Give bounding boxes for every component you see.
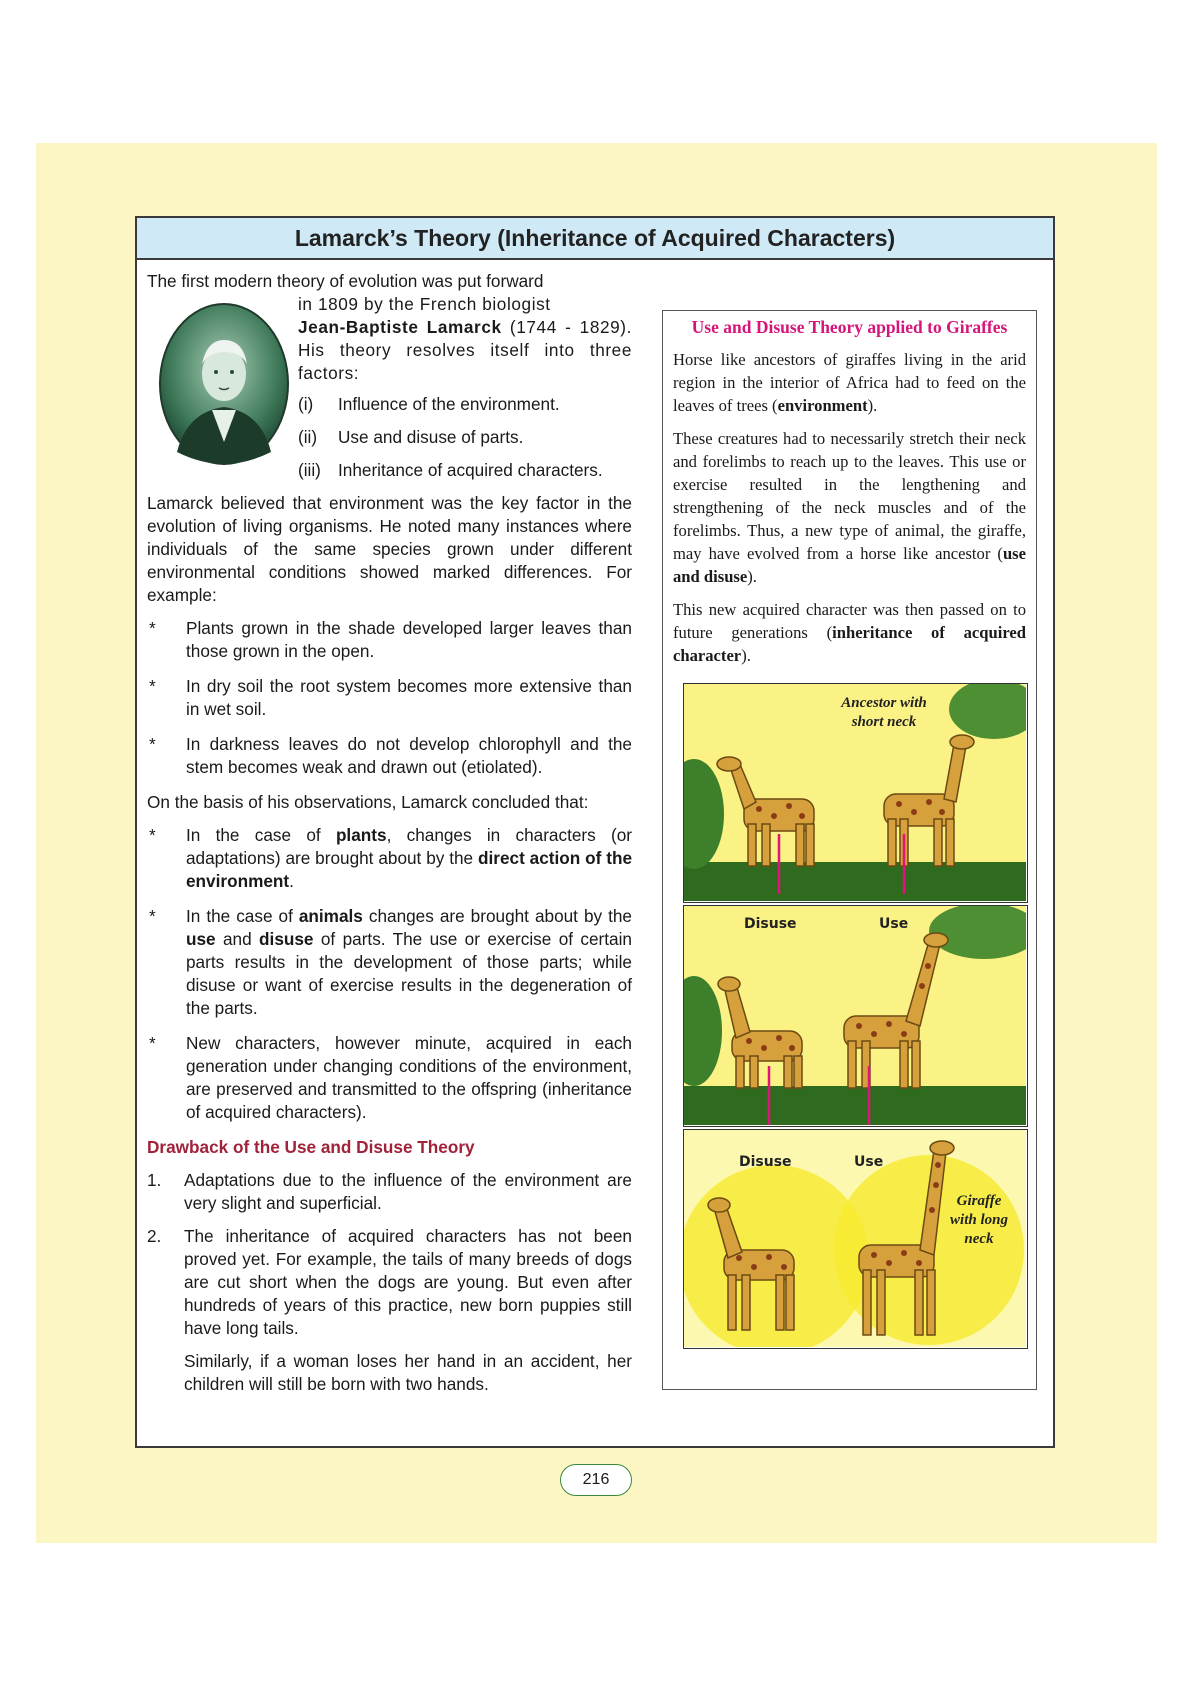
example-text: In dry soil the root system becomes more extensive than in wet soil. (186, 676, 632, 719)
panel-transition (683, 905, 1028, 1127)
intro-paragraph (298, 293, 632, 385)
conclusion-item (147, 905, 632, 1020)
drawback-num: 2. (147, 1226, 162, 1246)
lamarck-portrait (157, 302, 292, 467)
factor-item (298, 459, 632, 482)
giraffe-para-1: Horse like ancestors of giraffes living in the arid region in the interior of Africa had to feed on the leaves of trees (environment). (673, 350, 1026, 415)
factor-text: Use and disuse of parts. (338, 427, 524, 447)
example-item (147, 617, 632, 663)
disuse-label: Disuse (744, 916, 797, 932)
bullet-mark: * (149, 825, 156, 845)
conclusion-item (147, 1032, 632, 1124)
panel-giraffe (683, 1129, 1028, 1349)
content-frame (135, 216, 1055, 1448)
environment-paragraph: Lamarck believed that environment was the key factor in the evolution of living organisms. He noted many instances where individuals of the same species grown under different environmental conditions showed marked differences. For example: (147, 493, 632, 605)
drawback-num: 1. (147, 1170, 162, 1190)
bullet-mark: * (149, 1033, 156, 1053)
drawback-text: The inheritance of acquired characters has not been proved yet. For example, the tails of many breeds of dogs are cut short when the dogs are young. But even after hundreds of years of this practice, new born puppies still have long tails. (184, 1226, 632, 1338)
intro-block (298, 293, 632, 482)
panel-ancestor (683, 683, 1028, 903)
use-label: Use (879, 916, 909, 932)
example-item (147, 675, 632, 721)
giraffe-box (662, 310, 1037, 1390)
factor-item (298, 426, 632, 449)
conclusion-text: In the case of plants, changes in characters (or adaptations) are brought about by the direct action of the environment. (186, 825, 633, 891)
page-number: 216 (560, 1464, 632, 1496)
factor-text: Influence of the environment. (338, 394, 560, 414)
drawback-heading: Drawback of the Use and Disuse Theory (147, 1137, 475, 1157)
conclusion-text: In the case of animals changes are brought about by the use and disuse of parts. The use or exercise of certain parts results in the development of those parts; while disuse or want of exercise results in the degeneration of the parts. (186, 906, 632, 1018)
bullet-mark: * (149, 906, 156, 926)
page-title: Lamarck’s Theory (Inheritance of Acquired Characters) (294, 225, 896, 251)
lamarck-name: Jean-Baptiste Lamarck (298, 317, 502, 337)
factor-text: Inheritance of acquired characters. (338, 460, 603, 480)
intro-line2: in 1809 by the French biologist (298, 294, 551, 314)
factor-num: (iii) (298, 460, 321, 480)
example-text: Plants grown in the shade developed larger leaves than those grown in the open. (186, 618, 632, 661)
conclusion-item (147, 824, 632, 893)
ancestor-caption: Ancestor with short neck (841, 695, 927, 730)
panel-transition-art (684, 906, 1026, 1125)
drawback-item (147, 1225, 632, 1340)
bullet-mark: * (149, 734, 156, 754)
giraffe-illustration (683, 683, 1028, 1349)
factor-item (298, 393, 632, 416)
use-label-2: Use (854, 1154, 884, 1170)
giraffe-heading: Use and Disuse Theory applied to Giraffes (691, 317, 1008, 337)
drawback-item (147, 1169, 632, 1215)
disuse-label-2: Disuse (739, 1154, 792, 1170)
title-bar (137, 218, 1053, 260)
bullet-mark: * (149, 676, 156, 696)
conclusion-text: New characters, however minute, acquired in each generation under changing conditions of the environment, are preserved and transmitted to the offspring (inheritance of acquired characters). (186, 1033, 632, 1122)
example-item (147, 733, 632, 779)
giraffe-para-2: These creatures had to necessarily stretch their neck and forelimbs to reach up to the leaves. This use or exercise resulted in the lengthening and strengthening of the neck muscles and of the forelimbs. Thus, a new type of animal, the giraffe, may have evolved from a horse like ancestor (use and disuse). (673, 429, 1026, 586)
factor-num: (i) (298, 394, 314, 414)
intro-first-line: The first modern theory of evolution was put forward (147, 271, 544, 291)
drawback-extra: Similarly, if a woman loses her hand in an accident, her children will still be born with two hands. (184, 1351, 632, 1394)
left-column (147, 270, 632, 1406)
factor-num: (ii) (298, 427, 318, 447)
drawback-text: Adaptations due to the influence of the environment are very slight and superficial. (184, 1170, 632, 1213)
giraffe-caption: Giraffe with long neck (950, 1193, 1008, 1247)
bullet-mark: * (149, 618, 156, 638)
intro-rest: His theory resolves itself into three factors: (298, 340, 632, 383)
giraffe-para-3: This new acquired character was then passed on to future generations (inheritance of acquired character). (673, 600, 1027, 665)
lamarck-years: (1744 - 1829). (501, 317, 632, 337)
conclusion-intro: On the basis of his observations, Lamarck concluded that: (147, 792, 589, 812)
example-text: In darkness leaves do not develop chlorophyll and the stem becomes weak and drawn out (etiolated). (186, 734, 632, 777)
